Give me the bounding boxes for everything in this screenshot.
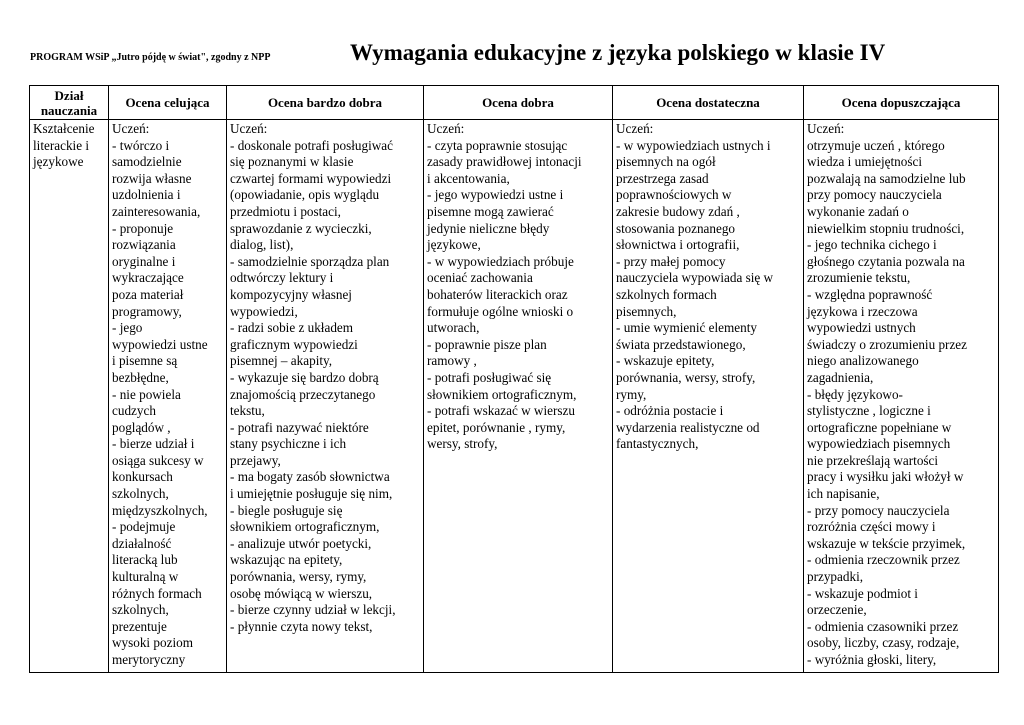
col-header-bardzo-dobra: Ocena bardzo dobra (227, 86, 424, 120)
page-title: Wymagania edukacyjne z języka polskiego w klasie IV (350, 40, 886, 65)
cell-celujaca: Uczeń: - twórczo i samodzielnie rozwija własne uzdolnienia i zainteresowania, - proponuje rozwiązania oryginalne i wykraczające poza materiał programowy, - jego wypowiedzi ustne i pisemne są bezbłędne, - nie powiela cudzych poglądów , - bierze udział i osiąga sukcesy w konkursach szkolnych, międzyszkolnych, - podejmuje działalność literacką lub kulturalną w różnych formach szkolnych, prezentuje wysoki poziom merytoryczny (109, 120, 227, 673)
cell-dopuszczajaca: Uczeń: otrzymuje uczeń , którego wiedza i umiejętności pozwalają na samodzielne lub przy pomocy nauczyciela wykonanie zadań o niewielkim stopniu trudności, - jego technika cichego i głośnego czytania pozwala na zrozumienie tekstu, - względna poprawność językowa i rzeczowa wypowiedzi ustnych świadczy o zrozumieniu przez niego analizowanego zagadnienia, - błędy językowo- stylistyczne , logiczne i ortograficzne popełniane w wypowiedziach pisemnych nie przekreślają wartości pracy i wysiłku jaki włożył w ich napisanie, - przy pomocy nauczyciela rozróżnia części mowy i wskazuje w tekście przyimek, - odmienia rzeczownik przez przypadki, - wskazuje podmiot i orzeczenie, - odmienia czasowniki przez osoby, liczby, czasy, rodzaje, - wyróżnia głoski, litery, (804, 120, 999, 673)
table-row (30, 120, 999, 673)
col-header-dopuszczajaca: Ocena dopuszczająca (804, 86, 999, 120)
program-label: PROGRAM WSiP „Jutro pójdę w świat", zgodny z NPP (30, 52, 271, 63)
col-header-area: Dział nauczania (30, 86, 109, 120)
cell-bardzo-dobra: Uczeń: - doskonale potrafi posługiwać się poznanymi w klasie czwartej formami wypowiedzi (opowiadanie, opis wyglądu przedmiotu i postaci, sprawozdanie z wycieczki, dialog, list), - samodzielnie sporządza plan odtwórczy lektury i kompozycyjny własnej wypowiedzi, - radzi sobie z układem graficznym wypowiedzi pisemnej – akapity, - wykazuje się bardzo dobrą znajomością przeczytanego tekstu, - potrafi nazywać niektóre stany psychiczne i ich przejawy, - ma bogaty zasób słownictwa i umiejętnie posługuje się nim, - biegle posługuje się słownikiem ortograficznym, - analizuje utwór poetycki, wskazując na epitety, porównania, wersy, rymy, osobę mówiącą w wierszu, - bierze czynny udział w lekcji, - płynnie czyta nowy tekst, (227, 120, 424, 673)
header-row (30, 86, 999, 120)
col-header-celujaca: Ocena celująca (109, 86, 227, 120)
cell-area: Kształcenie literackie i językowe (30, 120, 109, 673)
cell-dostateczna: Uczeń: - w wypowiedziach ustnych i pisemnych na ogół przestrzega zasad poprawnościowych w zakresie budowy zdań , stosowania poznanego słownictwa i ortografii, - przy małej pomocy nauczyciela wypowiada się w szkolnych formach pisemnych, - umie wymienić elementy świata przedstawionego, - wskazuje epitety, porównania, wersy, strofy, rymy, - odróżnia postacie i wydarzenia realistyczne od fantastycznych, (613, 120, 804, 673)
col-header-dobra: Ocena dobra (424, 86, 613, 120)
col-header-dostateczna: Ocena dostateczna (613, 86, 804, 120)
cell-dobra: Uczeń: - czyta poprawnie stosując zasady prawidłowej intonacji i akcentowania, - jego wypowiedzi ustne i pisemne mogą zawierać jedynie nieliczne błędy językowe, - w wypowiedziach próbuje oceniać zachowania bohaterów literackich oraz formułuje ogólne wnioski o utworach, - poprawnie pisze plan ramowy , - potrafi posługiwać się słownikiem ortograficznym, - potrafi wskazać w wierszu epitet, porównanie , rymy, wersy, strofy, (424, 120, 613, 673)
requirements-table (29, 85, 999, 673)
